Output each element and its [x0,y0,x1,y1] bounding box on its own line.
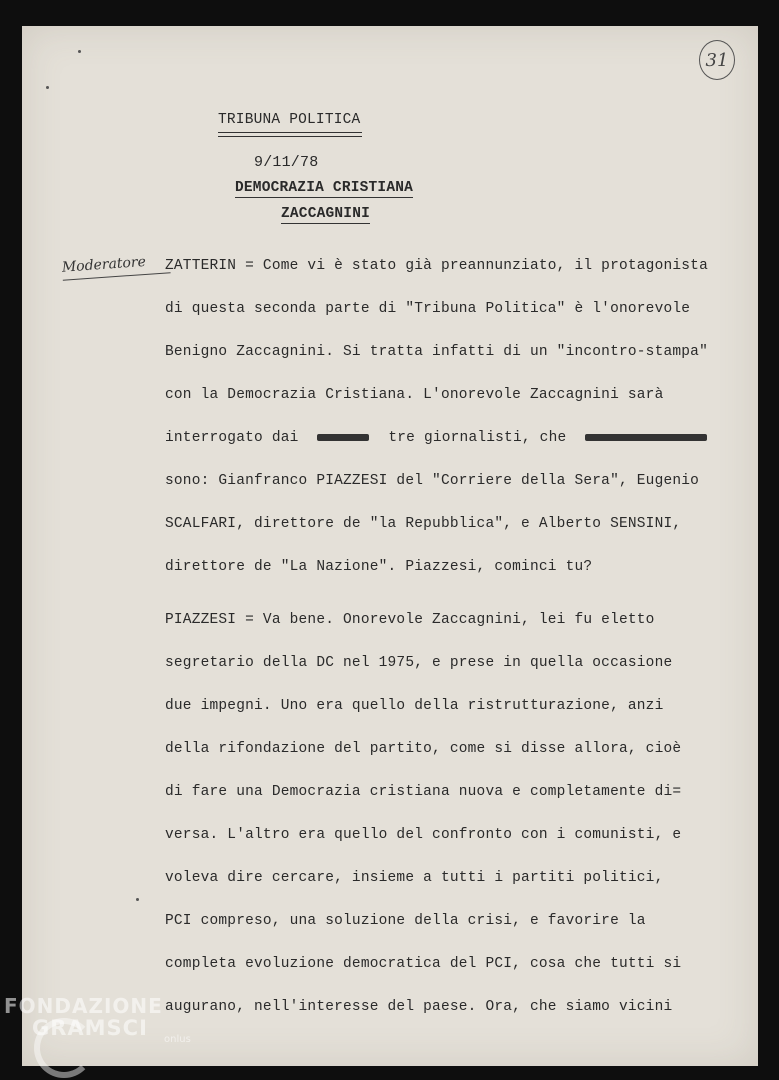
text-line: sono: Gianfranco PIAZZESI del "Corriere della Sera", Eugenio [165,473,700,489]
text-line: PIAZZESI = Va bene. Onorevole Zaccagnini, lei fu eletto [165,612,655,628]
text-line: di questa seconda parte di "Tribuna Politica" è l'onorevole [165,301,691,317]
redaction-mark [317,434,369,441]
text-fragment: interrogato dai [165,430,299,446]
text-line: della rifondazione del partito, come si disse allora, cioè [165,741,682,757]
text-line: completa evoluzione democratica del PCI, cosa che tutti si [165,956,682,972]
text-line: ZATTERIN = Come vi è stato già preannunziato, il protagonista [165,258,708,274]
text-line: voleva dire cercare, insieme a tutti i partiti politici, [165,870,664,886]
text-line: PCI compreso, una soluzione della crisi, e favorire la [165,913,646,929]
gramsci-logo-icon [34,1018,94,1078]
text-line: di fare una Democrazia cristiana nuova e completamente di= [165,784,682,800]
text-line: augurano, nell'interesse del paese. Ora, che siamo vicini [165,999,673,1015]
header-title: TRIBUNA POLITICA [218,112,361,128]
text-line: con la Democrazia Cristiana. L'onorevole Zaccagnini sarà [165,387,664,403]
watermark-line1: FONDAZIONE [4,994,163,1018]
archive-watermark [4,994,204,1045]
header-party: DEMOCRAZIA CRISTIANA [235,180,414,196]
text-line: segretario della DC nel 1975, e prese in quella occasione [165,655,673,671]
paper-speck [46,86,49,89]
title-double-rule [218,136,362,137]
text-line: Benigno Zaccagnini. Si tratta infatti di un "incontro-stampa" [165,344,708,360]
watermark-line2: GRAMSCI [32,1016,148,1040]
page-number: 31 [699,40,735,80]
watermark-line3: onlus [164,1034,191,1045]
paper-speck [78,50,81,53]
redaction-mark [585,434,707,441]
text-line: due impegni. Uno era quello della ristrutturazione, anzi [165,698,664,714]
paper-speck [136,898,139,901]
text-fragment: tre giornalisti, che [388,430,567,446]
header-date: 9/11/78 [254,154,319,171]
text-line: SCALFARI, direttore de "la Repubblica", e Alberto SENSINI, [165,516,682,532]
title-double-rule [218,132,362,133]
header-name: ZACCAGNINI [281,206,371,222]
text-line: versa. L'altro era quello del confronto con i comunisti, e [165,827,682,843]
text-line-redacted [165,430,707,446]
document-page [22,26,758,1066]
handwritten-margin-note: Moderatore [61,252,170,280]
text-line: direttore de "La Nazione". Piazzesi, cominci tu? [165,559,593,575]
